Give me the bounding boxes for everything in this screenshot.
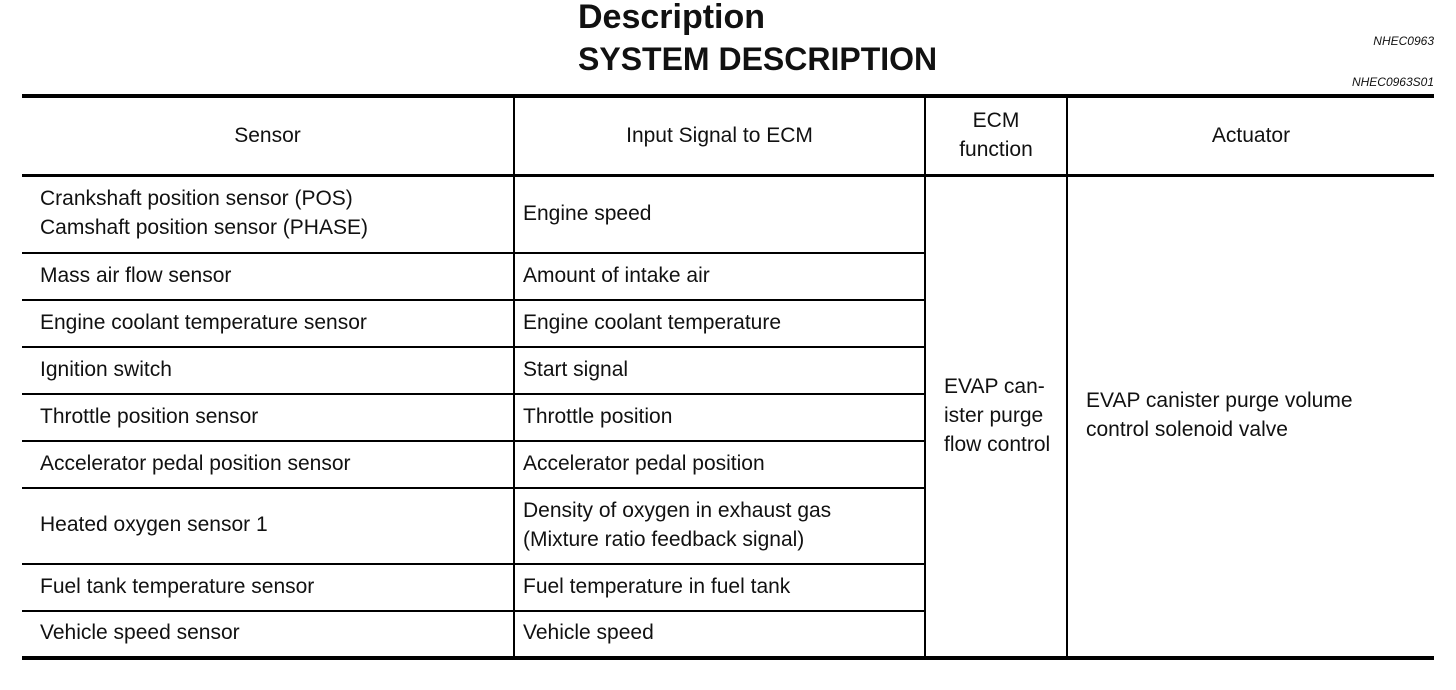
column-header-actuator: Actuator (1067, 96, 1434, 176)
sensor-cell: Ignition switch (22, 347, 514, 394)
sensor-cell: Fuel tank temperature sensor (22, 564, 514, 611)
table-header-row (22, 96, 1434, 176)
input-signal-cell: Throttle position (514, 394, 925, 441)
system-description-table (22, 94, 1434, 660)
page-title: Description (578, 0, 766, 36)
ecm-function-cell: EVAP can- ister purge flow control (925, 176, 1067, 658)
sensor-cell: Vehicle speed sensor (22, 611, 514, 658)
section-title: SYSTEM DESCRIPTION (578, 41, 938, 77)
input-signal-cell: Vehicle speed (514, 611, 925, 658)
input-signal-cell: Fuel temperature in fuel tank (514, 564, 925, 611)
sensor-cell: Mass air flow sensor (22, 253, 514, 300)
input-signal-cell: Accelerator pedal position (514, 441, 925, 488)
table-row (22, 176, 1434, 253)
sensor-cell: Throttle position sensor (22, 394, 514, 441)
input-signal-cell: Amount of intake air (514, 253, 925, 300)
column-header-input-signal: Input Signal to ECM (514, 96, 925, 176)
input-signal-cell: Start signal (514, 347, 925, 394)
section-reference-code: NHEC0963S01 (1351, 75, 1434, 89)
sensor-cell: Heated oxygen sensor 1 (22, 488, 514, 564)
reference-code: NHEC0963 (1373, 34, 1434, 48)
sensor-cell: Engine coolant temperature sensor (22, 300, 514, 347)
column-header-ecm-function: ECM function (925, 96, 1067, 176)
sensor-cell: Crankshaft position sensor (POS) Camshaft position sensor (PHASE) (40, 187, 368, 240)
input-signal-cell: Density of oxygen in exhaust gas (Mixture ratio feedback signal) (514, 488, 925, 564)
input-signal-cell: Engine coolant temperature (514, 300, 925, 347)
sensor-cell: Accelerator pedal position sensor (22, 441, 514, 488)
column-header-sensor: Sensor (22, 96, 514, 176)
input-signal-cell: Engine speed (514, 176, 925, 253)
actuator-cell: EVAP canister purge volume control solenoid valve (1067, 176, 1434, 658)
